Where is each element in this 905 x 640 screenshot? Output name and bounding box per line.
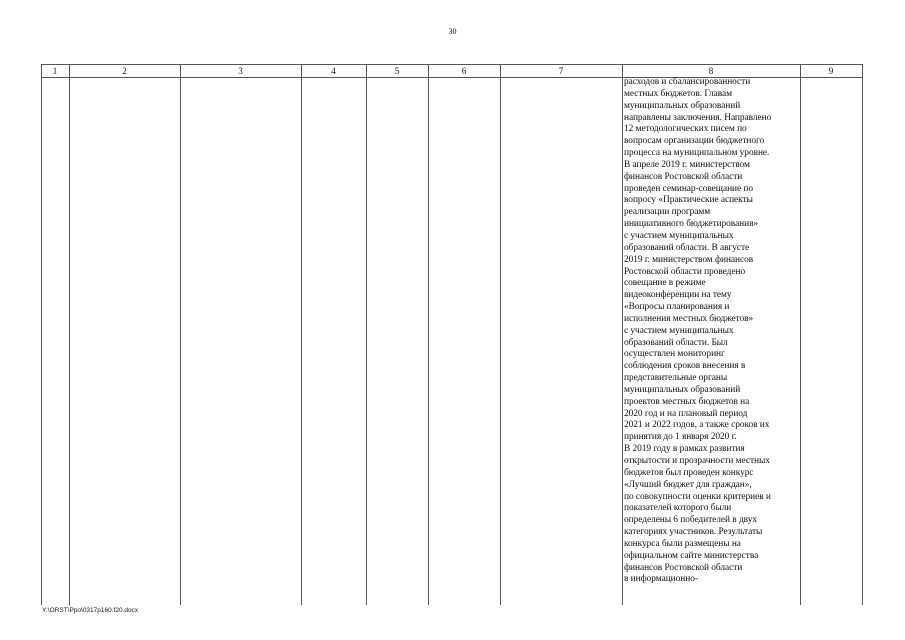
column-header-3: 3 <box>238 66 243 76</box>
text-line: местных бюджетов. Главам <box>624 88 733 99</box>
column-border <box>800 64 801 605</box>
text-line: категориях участников. Результаты <box>624 527 763 538</box>
column-header-7: 7 <box>558 66 564 76</box>
footer-file-path: Y:\ORST\Ppo\0317p160.f20.docx <box>42 607 139 614</box>
text-line: 2020 год и на плановый период <box>624 408 748 419</box>
text-line: принятия до 1 января 2020 г. <box>624 432 737 443</box>
text-line: Ростовской области проведено <box>624 266 746 277</box>
column-border <box>500 64 501 605</box>
column-header-5: 5 <box>394 66 400 76</box>
text-line: видеоконференции на тему <box>624 290 732 301</box>
text-line: бюджетов был проведен конкурс <box>624 467 754 478</box>
text-line: официальном сайте министерства <box>624 550 759 561</box>
text-line: «Лучший бюджет для граждан», <box>624 479 752 490</box>
text-line: исполнения местных бюджетов» <box>624 313 754 324</box>
page-number: 30 <box>448 27 457 36</box>
column-border <box>301 64 302 605</box>
text-line: с участием муниципальных <box>624 325 734 336</box>
text-line: В апреле 2019 г. министерством <box>624 159 750 170</box>
column-header-1: 1 <box>52 66 58 76</box>
report-table <box>41 64 863 605</box>
text-line: 2021 и 2022 годов, а также сроков их <box>624 420 770 431</box>
text-line: процесса на муниципальном уровне. <box>624 148 770 159</box>
text-line: 12 методологических писем по <box>624 124 747 135</box>
column-border <box>69 64 70 605</box>
text-line: представительные органы <box>624 373 728 384</box>
text-line: инициативного бюджетирования» <box>624 219 759 230</box>
text-line: 2019 г. министерством финансов <box>624 254 754 265</box>
column-border <box>428 64 429 605</box>
text-line: образований области. В августе <box>624 242 750 253</box>
text-line: направлены заключения. Направлено <box>624 112 772 123</box>
text-line: открытости и прозрачности местных <box>624 456 770 466</box>
text-line: осуществлен мониторинг <box>624 349 725 360</box>
text-line: проектов местных бюджетов на <box>624 396 750 407</box>
column-header-4: 4 <box>331 66 336 76</box>
text-line: муниципальных образований <box>624 100 741 111</box>
text-line: определены 6 победителей в двух <box>624 515 757 526</box>
column-8-text <box>624 77 800 586</box>
column-border <box>862 64 863 605</box>
column-header-6: 6 <box>461 66 467 76</box>
text-line: «Вопросы планирования и <box>624 302 730 313</box>
column-border <box>366 64 367 605</box>
column-border <box>180 64 181 605</box>
column-header-2: 2 <box>122 66 127 76</box>
text-line: муниципальных образований <box>624 384 741 395</box>
text-line: В 2019 году в рамках развития <box>624 444 745 455</box>
text-line: в информационно- <box>624 574 698 585</box>
text-line: финансов Ростовской области <box>624 171 743 182</box>
text-line: образований области. Был <box>624 337 728 348</box>
column-border <box>41 64 42 605</box>
text-line: с участием муниципальных <box>624 230 734 241</box>
column-header-8: 8 <box>708 66 714 76</box>
text-line: расходов и сбалансированности <box>624 77 751 87</box>
text-line: конкурса были размещены на <box>624 538 741 549</box>
text-line: соблюдения сроков внесения в <box>624 361 746 372</box>
text-line: вопросу «Практические аспекты <box>624 195 753 206</box>
column-header-9: 9 <box>828 66 834 76</box>
text-line: вопросам организации бюджетного <box>624 136 765 147</box>
text-line: финансов Ростовской области <box>624 562 743 573</box>
text-line: показателей которого были <box>624 503 732 514</box>
text-line: по совокупности оценки критериев и <box>624 491 771 502</box>
text-line: совещание в режиме <box>624 278 706 289</box>
text-line: проведен семинар-совещание по <box>624 183 754 194</box>
text-line: реализации программ <box>624 207 711 218</box>
column-border <box>622 64 623 605</box>
